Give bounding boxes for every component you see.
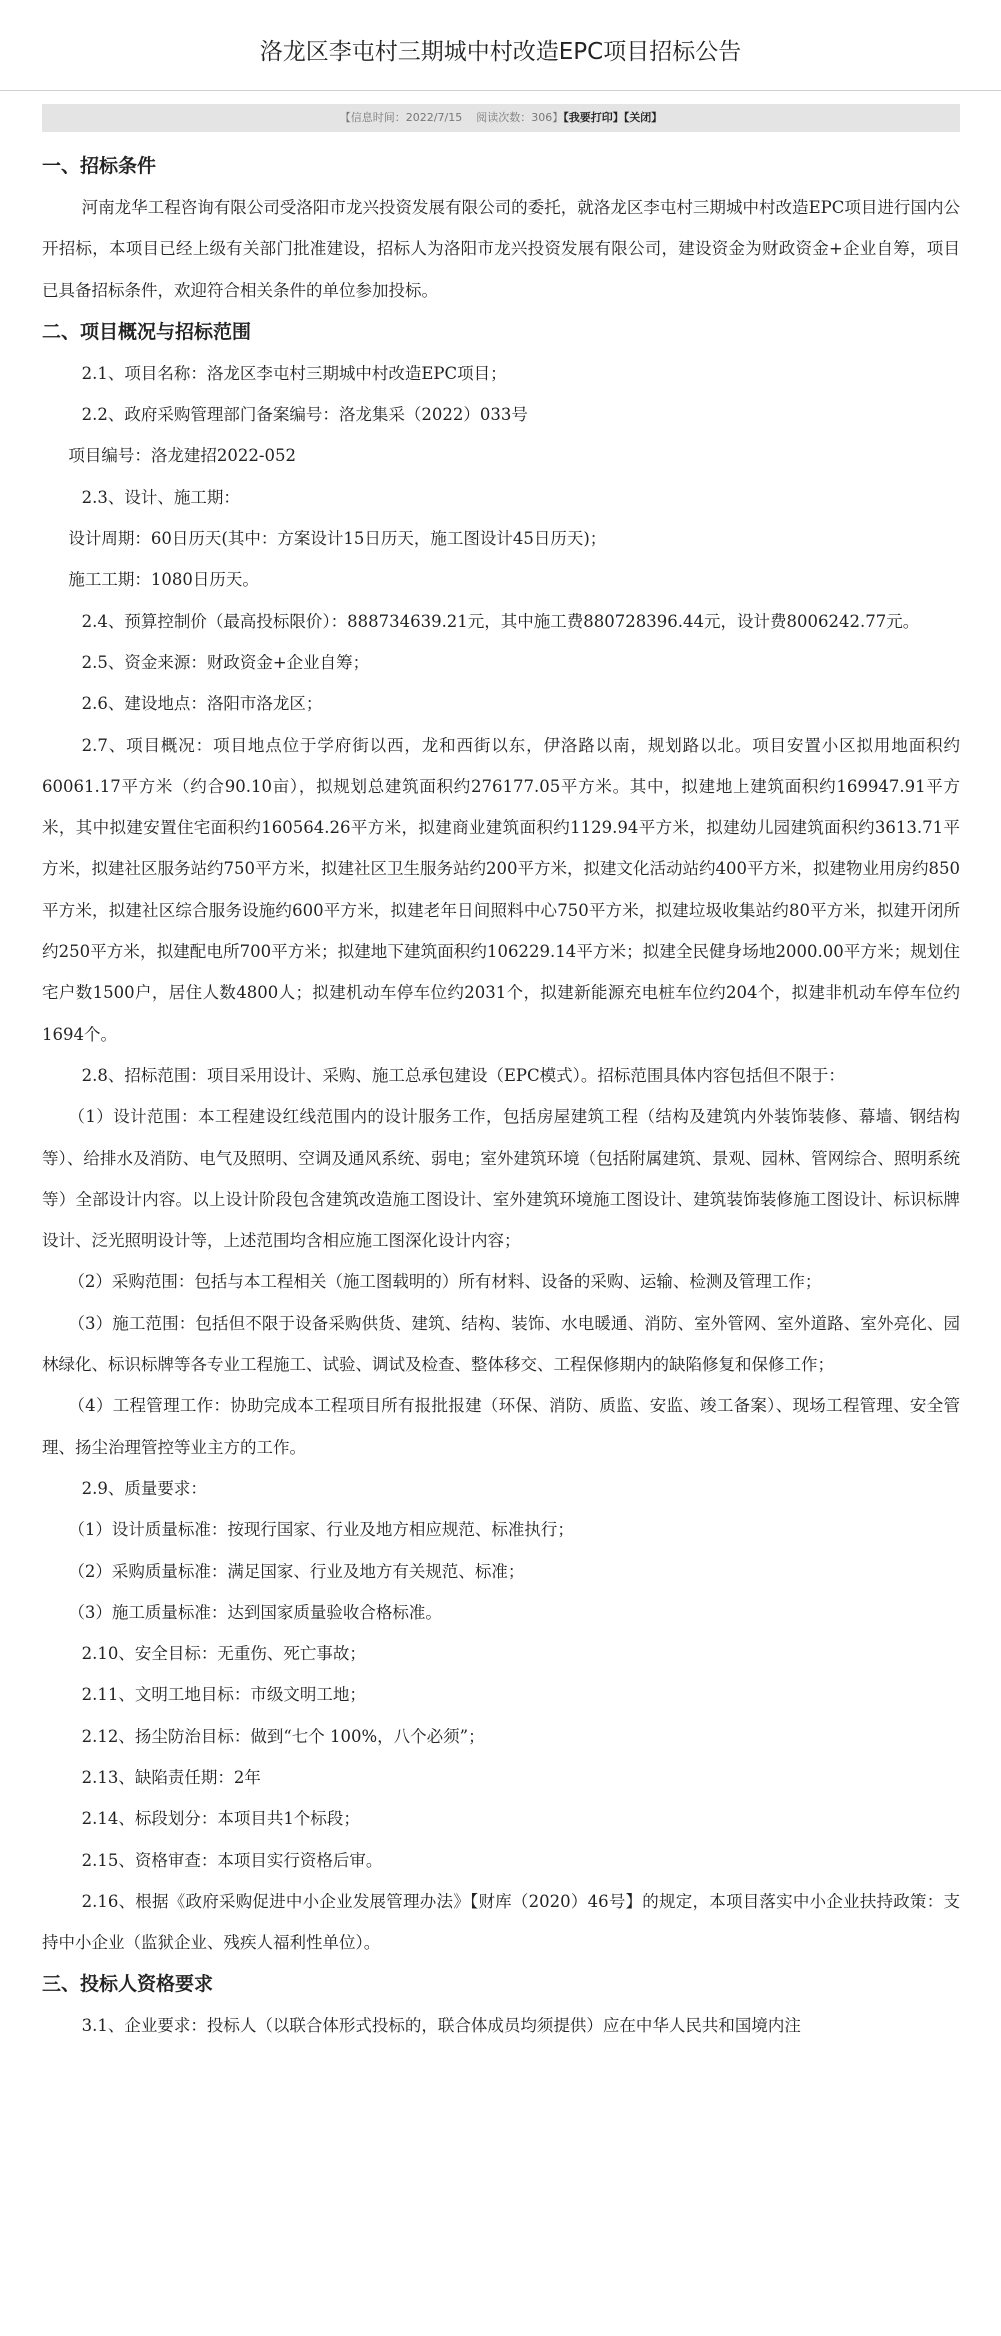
paragraph: 2.13、缺陷责任期：2年 xyxy=(81,1767,261,1787)
info-views-value: 306 xyxy=(531,111,553,124)
info-bar xyxy=(42,104,960,132)
paragraph: 河南龙华工程咨询有限公司受洛阳市龙兴投资发展有限公司的委托，就洛龙区李屯村三期城中村改造EPC项目进行国内公开招标，本项目已经上级有关部门批准建设，招标人为洛阳市龙兴投资发展有限公司，建设资金为财政资金+企业自筹，项目已具备招标条件，欢迎符合相关条件的单位参加投标。 xyxy=(42,198,960,300)
paragraph: （3）施工质量标准：达到国家质量验收合格标准。 xyxy=(68,1602,442,1622)
info-close-bracket: 】 xyxy=(552,111,564,124)
paragraph: 2.16、根据《政府采购促进中小企业发展管理办法》【财库（2020）46号】的规定，本项目落实中小企业扶持政策：支持中小企业（监狱企业、残疾人福利性单位）。 xyxy=(42,1891,960,1953)
paragraph: 2.3、设计、施工期： xyxy=(81,487,240,507)
paragraph: 2.9、质量要求： xyxy=(81,1478,207,1498)
section-heading-3: 三、投标人资格要求 xyxy=(42,1973,214,1996)
paragraph: 3.1、企业要求：投标人（以联合体形式投标的，联合体成员均须提供）应在中华人民共和国境内注 xyxy=(81,2016,801,2036)
info-views-label: 阅读次数： xyxy=(476,111,532,124)
paragraph: （3）施工范围：包括但不限于设备采购供货、建筑、结构、装饰、水电暖通、消防、室外管网、室外道路、室外亮化、园林绿化、标识标牌等各专业工程施工、试验、调试及检查、整体移交、工程保修期内的缺陷修复和保修工作； xyxy=(42,1313,960,1375)
page-title: 洛龙区李屯村三期城中村改造EPC项目招标公告 xyxy=(259,39,742,65)
paragraph: 2.15、资格审查：本项目实行资格后审。 xyxy=(81,1850,383,1870)
paragraph: 施工工期：1080日历天。 xyxy=(68,570,259,590)
article-body xyxy=(42,145,960,2047)
paragraph: 项目编号：洛龙建招2022-052 xyxy=(68,446,296,466)
paragraph: （2）采购质量标准：满足国家、行业及地方有关规范、标准； xyxy=(68,1561,525,1581)
paragraph: 2.2、政府采购管理部门备案编号：洛龙集采（2022）033号 xyxy=(81,405,528,425)
paragraph: 2.7、项目概况：项目地点位于学府街以西，龙和西街以东，伊洛路以南，规划路以北。项目安置小区拟用地面积约60061.17平方米（约合90.10亩），拟规划总建筑面积约276177.05平方米。其中，拟建地上建筑面积约169947.91平方米，其中拟建安置住宅面积约160564.26平方米，拟建商业建筑面积约1129.94平方米，拟建幼儿园建筑面积约3613.71平方米，拟建社区服务站约750平方米，拟建社区卫生服务站约200平方米，拟建文化活动站约400平方米，拟建物业用房约850平方米，拟建社区综合服务设施约600平方米，拟建老年日间照料中心750平方米，拟建垃圾收集站约80平方米，拟建开闭所约250平方米，拟建配电所700平方米；拟建地下建筑面积约106229.14平方米；拟建全民健身场地2000.00平方米；规划住宅户数1500户，居住人数4800人；拟建机动车停车位约2031个，拟建新能源充电桩车位约204个，拟建非机动车停车位约1694个。 xyxy=(42,735,960,1044)
paragraph: 2.1、项目名称：洛龙区李屯村三期城中村改造EPC项目； xyxy=(81,363,507,383)
close-link[interactable]: 【关闭】 xyxy=(623,111,663,124)
paragraph: （1）设计质量标准：按现行国家、行业及地方相应规范、标准执行； xyxy=(68,1520,574,1540)
paragraph: 2.10、安全目标：无重伤、死亡事故； xyxy=(81,1644,366,1664)
paragraph: 设计周期：60日历天(其中：方案设计15日历天，施工图设计45日历天)； xyxy=(68,529,607,549)
print-link[interactable]: 【我要打印】 xyxy=(563,111,624,124)
paragraph: （2）采购范围：包括与本工程相关（施工图载明的）所有材料、设备的采购、运输、检测及管理工作； xyxy=(68,1272,822,1292)
info-time-value: 2022/7/15 xyxy=(405,111,463,124)
paragraph: 2.14、标段划分：本项目共1个标段； xyxy=(81,1809,360,1829)
paragraph: 2.12、扬尘防治目标：做到“七个 100%，八个必须”； xyxy=(81,1726,485,1746)
title-divider xyxy=(0,90,1001,91)
paragraph: 2.4、预算控制价（最高投标限价）：888734639.21元，其中施工费880728396.44元，设计费8006242.77元。 xyxy=(81,611,920,631)
paragraph: 2.6、建设地点：洛阳市洛龙区； xyxy=(81,694,323,714)
section-heading-2: 二、项目概况与招标范围 xyxy=(42,320,252,343)
paragraph: （1）设计范围：本工程建设红线范围内的设计服务工作，包括房屋建筑工程（结构及建筑内外装饰装修、幕墙、钢结构等）、给排水及消防、电气及照明、空调及通风系统、弱电；室外建筑环境（包括附属建筑、景观、园林、管网综合、照明系统等）全部设计内容。以上设计阶段包含建筑改造施工图设计、室外建筑环境施工图设计、建筑装饰装修施工图设计、标识标牌设计、泛光照明设计等，上述范围均含相应施工图深化设计内容； xyxy=(42,1107,960,1251)
paragraph: 2.8、招标范围：项目采用设计、采购、施工总承包建设（EPC模式）。招标范围具体内容包括但不限于： xyxy=(81,1065,845,1085)
section-heading-1: 一、招标条件 xyxy=(42,155,157,177)
paragraph: 2.5、资金来源：财政资金+企业自筹； xyxy=(81,652,370,672)
paragraph: 2.11、文明工地目标：市级文明工地； xyxy=(81,1685,366,1705)
paragraph: （4）工程管理工作：协助完成本工程项目所有报批报建（环保、消防、质监、安监、竣工备案）、现场工程管理、安全管理、扬尘治理管控等业主方的工作。 xyxy=(42,1396,960,1457)
info-time-label: 【信息时间： xyxy=(339,111,406,124)
